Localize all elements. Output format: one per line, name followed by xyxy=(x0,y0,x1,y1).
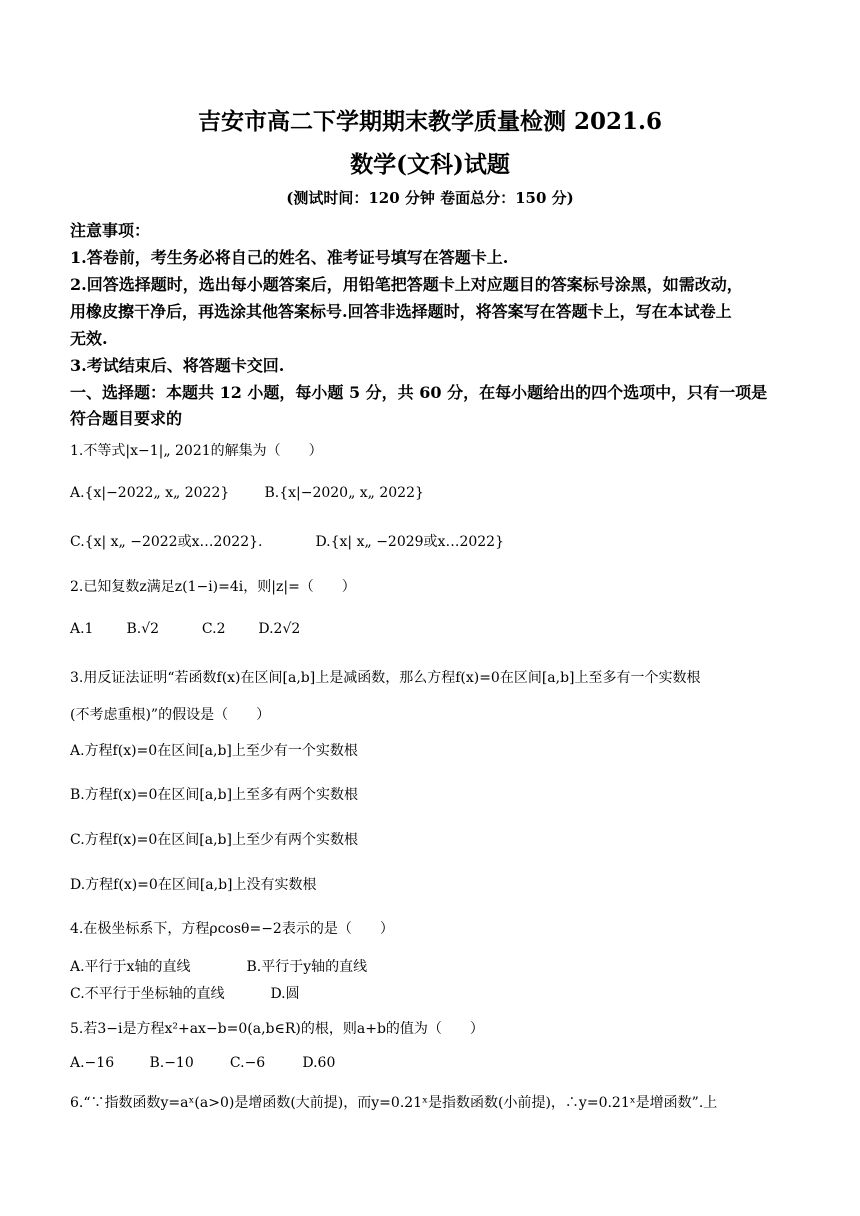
q1-options-row-2 xyxy=(70,531,504,551)
q1-option-a: A.{x|−2022„ x„ 2022} xyxy=(70,485,230,501)
q5-option-c: C.−6 xyxy=(229,1055,266,1071)
q1-option-b: B.{x|−2020„ x„ 2022} xyxy=(264,485,424,501)
exam-info: (测试时间：120 分钟 卷面总分：150 分) xyxy=(286,189,574,207)
q4-options-row-2 xyxy=(70,983,300,1003)
q5-stem: 5.若3−i是方程x²+ax−b=0(a,b∈R)的根，则a+b的值为（ ） xyxy=(70,1021,484,1037)
exam-subtitle: 数学(文科)试题 xyxy=(350,151,510,178)
q2-option-d: D.2√2 xyxy=(258,621,301,637)
q3-stem-line-2: (不考虑重根)”的假设是（ ） xyxy=(70,707,271,723)
q1-stem: 1.不等式|x−1|„ 2021的解集为（ ） xyxy=(70,443,323,459)
q4-option-c: C.不平行于坐标轴的直线 xyxy=(70,986,225,1002)
q1-option-c: C.{x| x„ −2022或x…2022}. xyxy=(70,534,263,550)
q3-option-c: C.方程f(x)=0在区间[a,b]上至少有两个实数根 xyxy=(70,832,358,848)
q5-option-d: D.60 xyxy=(302,1055,336,1071)
q3-option-a: A.方程f(x)=0在区间[a,b]上至少有一个实数根 xyxy=(70,743,358,759)
q1-options-row-1 xyxy=(70,485,424,501)
q3-stem-line-1: 3.用反证法证明“若函数f(x)在区间[a,b]上是减函数，那么方程f(x)=0在区间[a,b]上至多有一个实数根 xyxy=(70,670,701,686)
q4-stem: 4.在极坐标系下，方程ρcosθ=−2表示的是（ ） xyxy=(70,921,394,937)
q4-option-d: D.圆 xyxy=(270,986,300,1002)
notes-heading: 注意事项： xyxy=(70,221,151,240)
q2-options-row xyxy=(70,621,300,637)
note-2-line-2: 用橡皮擦干净后，再选涂其他答案标号.回答非选择题时，将答案写在答题卡上，写在本试卷上 xyxy=(70,302,732,321)
q6-stem: 6.“∵指数函数y=aˣ(a>0)是增函数(大前提)，而y=0.21ˣ是指数函数(小前提)，∴y=0.21ˣ是增函数”.上 xyxy=(70,1095,718,1111)
q4-option-a: A.平行于x轴的直线 xyxy=(70,959,191,975)
q4-options-row-1 xyxy=(70,956,367,976)
q1-option-d: D.{x| x„ −2029或x…2022} xyxy=(315,534,504,550)
q2-option-a: A.1 xyxy=(70,621,94,637)
q2-option-b: B.√2 xyxy=(126,621,160,637)
note-2-line-1: 2.回答选择题时，选出每小题答案后，用铅笔把答题卡上对应题目的答案标号涂黑，如需改动， xyxy=(70,275,743,294)
q2-stem: 2.已知复数z满足z(1−i)=4i，则|z|=（ ） xyxy=(70,579,356,595)
note-2-line-3: 无效. xyxy=(70,329,108,348)
q3-option-d: D.方程f(x)=0在区间[a,b]上没有实数根 xyxy=(70,877,317,893)
q5-option-b: B.−10 xyxy=(149,1055,194,1071)
section-heading-line-2: 符合题目要求的 xyxy=(70,409,183,428)
q3-option-b: B.方程f(x)=0在区间[a,b]上至多有两个实数根 xyxy=(70,787,359,803)
q2-option-c: C.2 xyxy=(201,621,226,637)
q4-option-b: B.平行于y轴的直线 xyxy=(246,959,368,975)
q5-option-a: A.−16 xyxy=(70,1055,115,1071)
section-heading-line-1: 一、选择题：本题共 12 小题，每小题 5 分，共 60 分，在每小题给出的四个选项中，只有一项是 xyxy=(70,383,768,402)
note-3: 3.考试结束后、将答题卡交回. xyxy=(70,356,285,375)
exam-title: 吉安市高二下学期期末教学质量检测 2021.6 xyxy=(197,108,663,135)
note-1: 1.答卷前，考生务必将自己的姓名、准考证号填写在答题卡上. xyxy=(70,248,509,267)
q5-options-row xyxy=(70,1055,335,1071)
